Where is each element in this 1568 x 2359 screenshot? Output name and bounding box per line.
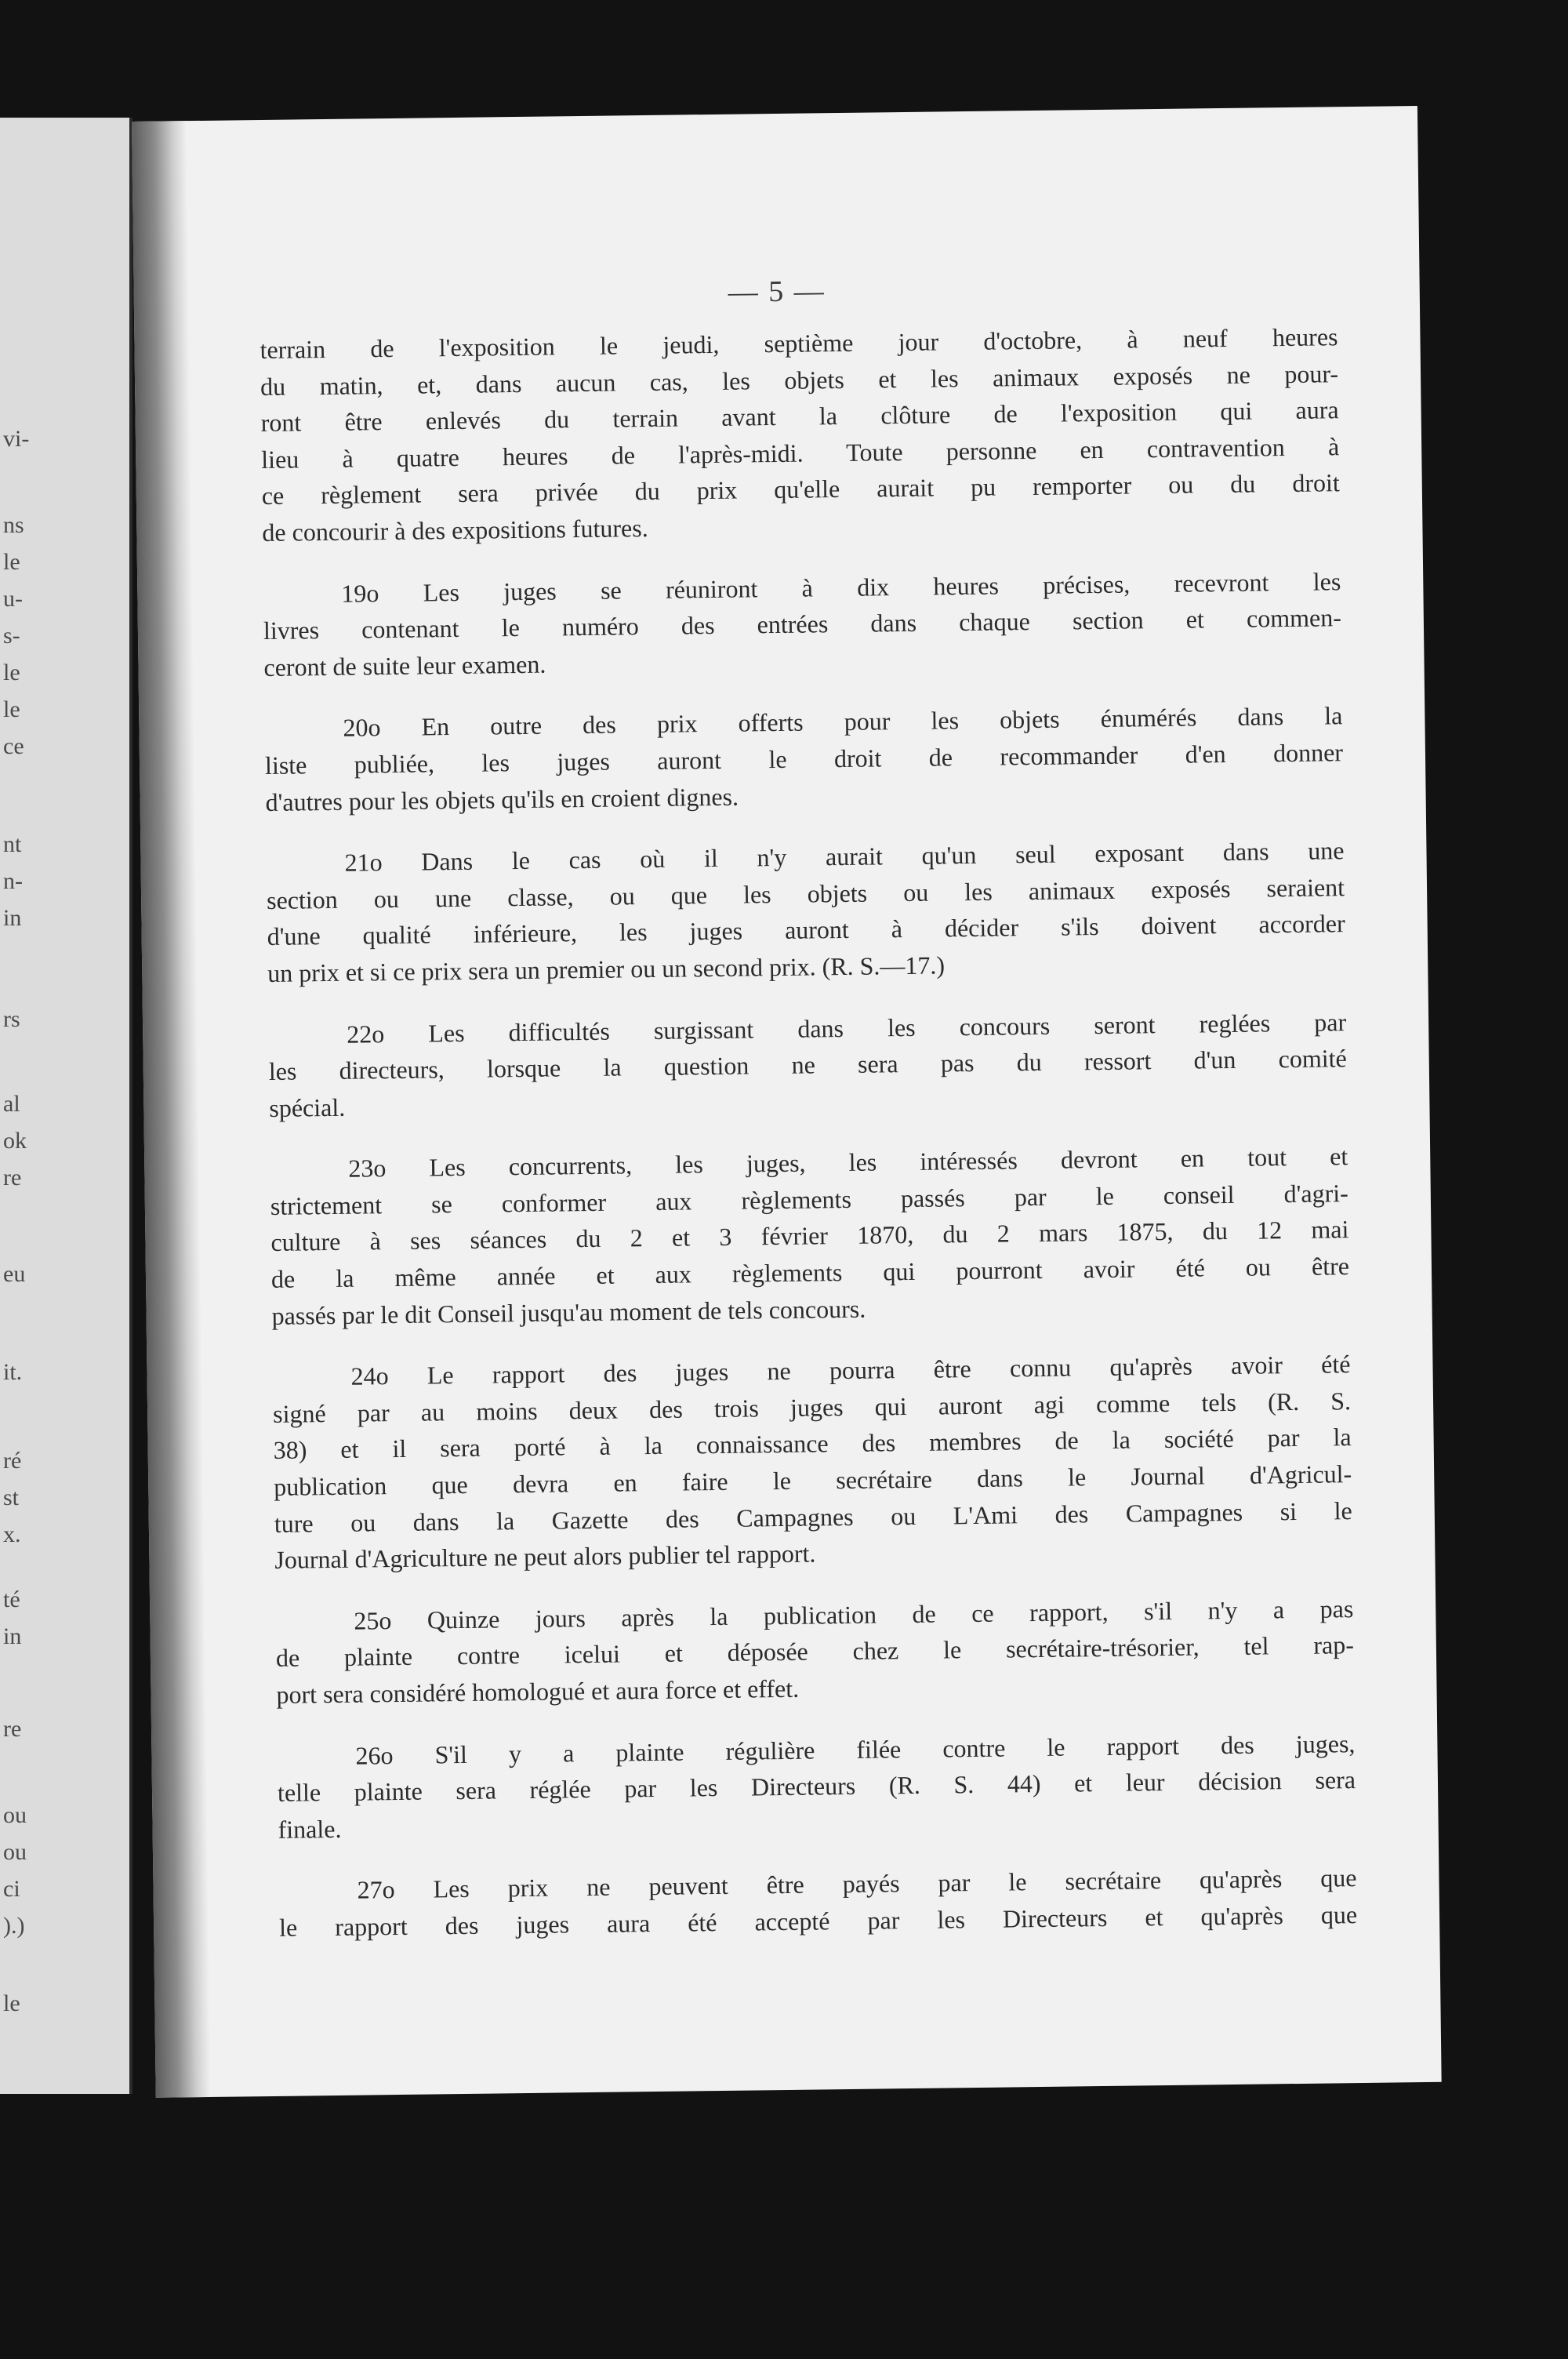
left-page-fragment: ok [3, 1128, 27, 1154]
text-line: un prix et si ce prix sera un premier ou un second prix. (R. S.—17.) [267, 951, 946, 987]
text-line: section ou une classe, ou que les objets ou les animaux exposés seraient [266, 872, 1345, 914]
left-page-edge [0, 118, 132, 2094]
left-page-fragment: re [3, 1165, 22, 1190]
text-line: telle plainte sera réglée par les Directeurs (R. S. 44) et leur décision sera [277, 1765, 1356, 1808]
text-line: 38) et il sera porté à la connaissance des membres de la société par la [273, 1423, 1352, 1465]
text-line: 26o S'il y a plainte régulière filée contre le rapport des juges, [355, 1728, 1356, 1770]
left-page-fragment: x. [3, 1521, 21, 1547]
text-line: passés par le dit Conseil jusqu'au moment de tels concours. [271, 1294, 866, 1330]
left-page-fragment: rs [3, 1006, 20, 1032]
text-line: signé par au moins deux des trois juges qui auront agi comme tels (R. S. [272, 1386, 1352, 1428]
left-page-fragment: s- [3, 623, 20, 649]
left-page-fragment: ce [3, 733, 24, 759]
text-line: Journal d'Agriculture ne peut alors publier tel rapport. [274, 1539, 816, 1575]
text-line: de plainte contre icelui et déposée chez le secrétaire-trésorier, tel rap- [275, 1630, 1355, 1673]
text-line: spécial. [269, 1092, 346, 1122]
text-line: terrain de l'exposition le jeudi, septième jour d'octobre, à neuf heures [260, 322, 1338, 365]
text-line: 19o Les juges se réuniront à dix heures précises, recevront les [341, 566, 1341, 608]
text-line: 24o Le rapport des juges ne pourra être connu qu'après avoir été [350, 1350, 1351, 1390]
text-line: strictement se conformer aux règlements passés par le conseil d'agri- [270, 1179, 1349, 1220]
paragraph [260, 318, 1340, 551]
binding-gutter [132, 121, 211, 2098]
text-line: ture ou dans la Gazette des Campagnes ou L'Ami des Campagnes si le [274, 1496, 1352, 1538]
left-page-fragment: ou [3, 1839, 27, 1865]
left-page-fragment: té [3, 1587, 20, 1612]
text-line: d'une qualité inférieure, les juges auront à décider s'ils doivent accorder [267, 909, 1345, 951]
text-line: culture à ses séances du 2 et 3 février 1870, du 2 mars 1875, du 12 mai [270, 1215, 1349, 1257]
text-line: finale. [278, 1814, 342, 1844]
left-page-fragment: ré [3, 1448, 22, 1474]
left-page-fragment: n- [3, 868, 23, 894]
left-page-fragment: ci [3, 1876, 20, 1902]
text-line: 25o Quinze jours après la publication de ce rapport, s'il n'y a pas [354, 1594, 1354, 1635]
paragraph [277, 1725, 1356, 1848]
text-line: ce règlement sera privée du prix qu'elle aurait pu remporter ou du droit [261, 468, 1340, 511]
text-line: lieu à quatre heures de l'après-midi. Toute personne en contravention à [261, 431, 1340, 474]
left-page-fragment: le [3, 1990, 20, 2016]
text-line: 27o Les prix ne peuvent être payés par le secrétaire qu'après que [357, 1863, 1357, 1905]
paragraph [266, 832, 1345, 991]
text-line: 23o Les concurrents, les juges, les intéressés devront en tout et [348, 1142, 1348, 1183]
left-page-fragment: u- [3, 586, 23, 612]
text-line: les directeurs, lorsque la question ne sera pas du ressort d'un comité [268, 1044, 1347, 1086]
text-line: 22o Les difficultés surgissant dans les concours seront reglées par [347, 1007, 1347, 1049]
left-page-fragment: ).) [3, 1913, 25, 1939]
text-line: port sera considéré homologué et aura force et effet. [276, 1674, 800, 1709]
body-text [260, 318, 1357, 1971]
left-page-fragment: re [3, 1716, 22, 1742]
left-page-fragment: le [3, 696, 20, 722]
paragraph [278, 1859, 1357, 1946]
text-line: le rapport des juges aura été accepté par les Directeurs et qu'après que [278, 1900, 1358, 1942]
text-line: ceront de suite leur examen. [263, 649, 546, 682]
text-line: livres contenant le numéro des entrées dans chaque section et commen- [263, 603, 1342, 645]
left-page-fragment: eu [3, 1261, 26, 1287]
paragraph [263, 563, 1342, 686]
paragraph [272, 1346, 1352, 1578]
page-number: — 5 — [728, 274, 826, 309]
document-page [132, 106, 1442, 2098]
text-line: publication que devra en faire le secrétaire dans le Journal d'Agricul- [274, 1459, 1352, 1501]
text-line: liste publiée, les juges auront le droit de recommander d'en donner [264, 738, 1344, 780]
left-page-fragment: le [3, 660, 20, 685]
left-page-fragment: le [3, 549, 20, 575]
left-page-fragment: it. [3, 1359, 23, 1385]
text-line: de la même année et aux règlements qui pourront avoir été ou être [270, 1252, 1350, 1293]
text-line: ront être enlevés du terrain avant la clôture de l'exposition qui aura [260, 395, 1339, 438]
text-line: du matin, et, dans aucun cas, les objets et les animaux exposés ne pour- [260, 358, 1339, 401]
text-line: 21o Dans le cas où il n'y aurait qu'un seul exposant dans une [344, 836, 1345, 877]
left-page-fragment: in [3, 905, 22, 931]
left-page-fragment: nt [3, 831, 22, 857]
left-page-fragment: ou [3, 1802, 27, 1828]
paragraph [264, 698, 1344, 821]
left-page-fragment: st [3, 1485, 20, 1510]
left-page-fragment: al [3, 1091, 20, 1117]
text-line: d'autres pour les objets qu'ils en croient dignes. [265, 782, 739, 816]
left-page-fragment: ns [3, 512, 24, 538]
paragraph [268, 1004, 1348, 1127]
paragraph [275, 1590, 1355, 1714]
left-page-fragment: in [3, 1623, 22, 1649]
text-line: 20o En outre des prix offerts pour les objets énumérés dans la [343, 701, 1343, 743]
paragraph [270, 1138, 1350, 1334]
text-line: de concourir à des expositions futures. [262, 513, 648, 547]
left-page-fragment: vi- [3, 426, 30, 452]
